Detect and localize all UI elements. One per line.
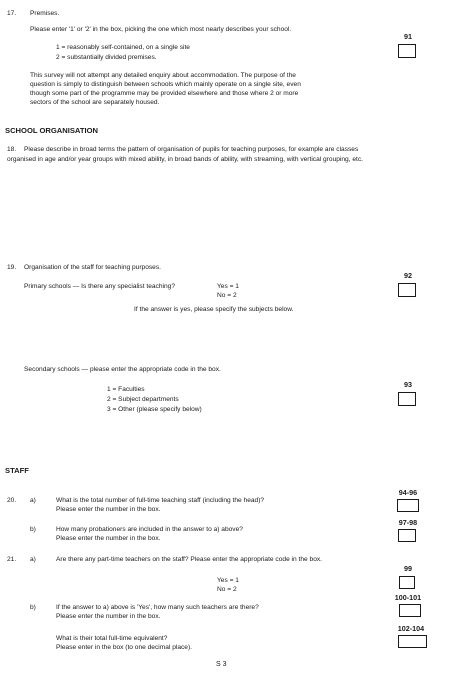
q19-if-yes: If the answer is yes, please specify the subjects below. xyxy=(134,306,294,313)
q18-line-1: Please describe in broad terms the pattern of organisation of pupils for teaching purposes, for example are classes xyxy=(24,146,359,153)
q21a-answer-box[interactable] xyxy=(399,576,415,589)
q21a-no-code: No = 2 xyxy=(217,586,237,593)
school-organisation-heading: SCHOOL ORGANISATION xyxy=(5,126,98,135)
q20a-instruction: Please enter the number in the box. xyxy=(56,506,161,513)
q17-note-line-4: sectors of the school are separately housed. xyxy=(30,99,160,106)
q20a-code-label: 94-96 xyxy=(398,488,418,497)
q17-instruction: Please enter '1' or '2' in the box, picking the one which most nearly describes your school. xyxy=(30,26,292,33)
q21c-instruction: Please enter in the box (to one decimal place). xyxy=(56,644,192,651)
q17-option-2: 2 = substantially divided premises. xyxy=(56,54,157,61)
q21-number: 21. xyxy=(7,556,17,563)
q17-code-label: 91 xyxy=(404,32,412,41)
q21c-answer-box[interactable] xyxy=(398,635,427,648)
q17-option-1: 1 = reasonably self-contained, on a single site xyxy=(56,44,190,51)
q19-secondary-option-1: 1 = Faculties xyxy=(107,386,145,393)
q18-number: 18. xyxy=(7,146,17,153)
q18-line-2: organised in age and/or year groups with mixed ability, in broad bands of ability, with streaming, with vertical grouping, etc. xyxy=(7,156,364,163)
q20b-label: b) xyxy=(30,526,36,533)
q21b-answer-box[interactable] xyxy=(399,604,421,617)
q20a-question: What is the total number of full-time teaching staff (including the head)? xyxy=(56,497,265,504)
q20-number: 20. xyxy=(7,497,17,504)
q17-note-line-2: question is simply to distinguish between schools which mainly operate on a single site, even xyxy=(30,81,301,88)
q19-number: 19. xyxy=(7,264,17,271)
q17-answer-box[interactable] xyxy=(398,44,416,58)
q21a-yes-code: Yes = 1 xyxy=(217,577,239,584)
q19-secondary-code-label: 93 xyxy=(404,380,412,389)
q19-yes-code: Yes = 1 xyxy=(217,283,239,290)
q19-primary-code-label: 92 xyxy=(404,271,412,280)
page-number: S 3 xyxy=(216,661,227,668)
q19-primary-answer-box[interactable] xyxy=(398,283,416,297)
q21b-label: b) xyxy=(30,604,36,611)
q19-secondary-option-2: 2 = Subject departments xyxy=(107,396,179,403)
q19-title: Organisation of the staff for teaching purposes. xyxy=(24,264,161,271)
q20b-question: How many probationers are included in the answer to a) above? xyxy=(56,526,243,533)
q19-secondary-question: Secondary schools — please enter the appropriate code in the box. xyxy=(24,366,221,373)
q17-note-line-3: though some part of the programme may be provided elsewhere and those where 2 or more xyxy=(30,90,299,97)
q21a-question: Are there any part-time teachers on the staff? Please enter the appropriate code in the box. xyxy=(56,556,322,563)
staff-heading: STAFF xyxy=(5,466,29,475)
q21b-instruction: Please enter the number in the box. xyxy=(56,613,161,620)
q20b-code-label: 97-98 xyxy=(398,518,418,527)
q21b-code-label: 100-101 xyxy=(394,593,422,602)
q19-primary-question: Primary schools — Is there any specialist teaching? xyxy=(24,283,175,290)
q21b-question: If the answer to a) above is 'Yes', how many such teachers are there? xyxy=(56,604,259,611)
q21a-label: a) xyxy=(30,556,36,563)
q17-number: 17. xyxy=(7,10,17,17)
q21c-code-label: 102-104 xyxy=(397,624,425,633)
q19-no-code: No = 2 xyxy=(217,292,237,299)
q19-secondary-option-3: 3 = Other (please specify below) xyxy=(107,406,202,413)
q21a-code-label: 99 xyxy=(404,564,412,573)
q20b-answer-box[interactable] xyxy=(398,529,416,542)
q17-title: Premises. xyxy=(30,10,60,17)
q19-secondary-answer-box[interactable] xyxy=(398,392,416,406)
q20b-instruction: Please enter the number in the box. xyxy=(56,535,161,542)
q21c-question: What is their total full-time equivalent? xyxy=(56,635,168,642)
q20a-label: a) xyxy=(30,497,36,504)
q17-note-line-1: This survey will not attempt any detailed enquiry about accommodation. The purpose of the xyxy=(30,72,296,79)
q20a-answer-box[interactable] xyxy=(397,499,419,512)
